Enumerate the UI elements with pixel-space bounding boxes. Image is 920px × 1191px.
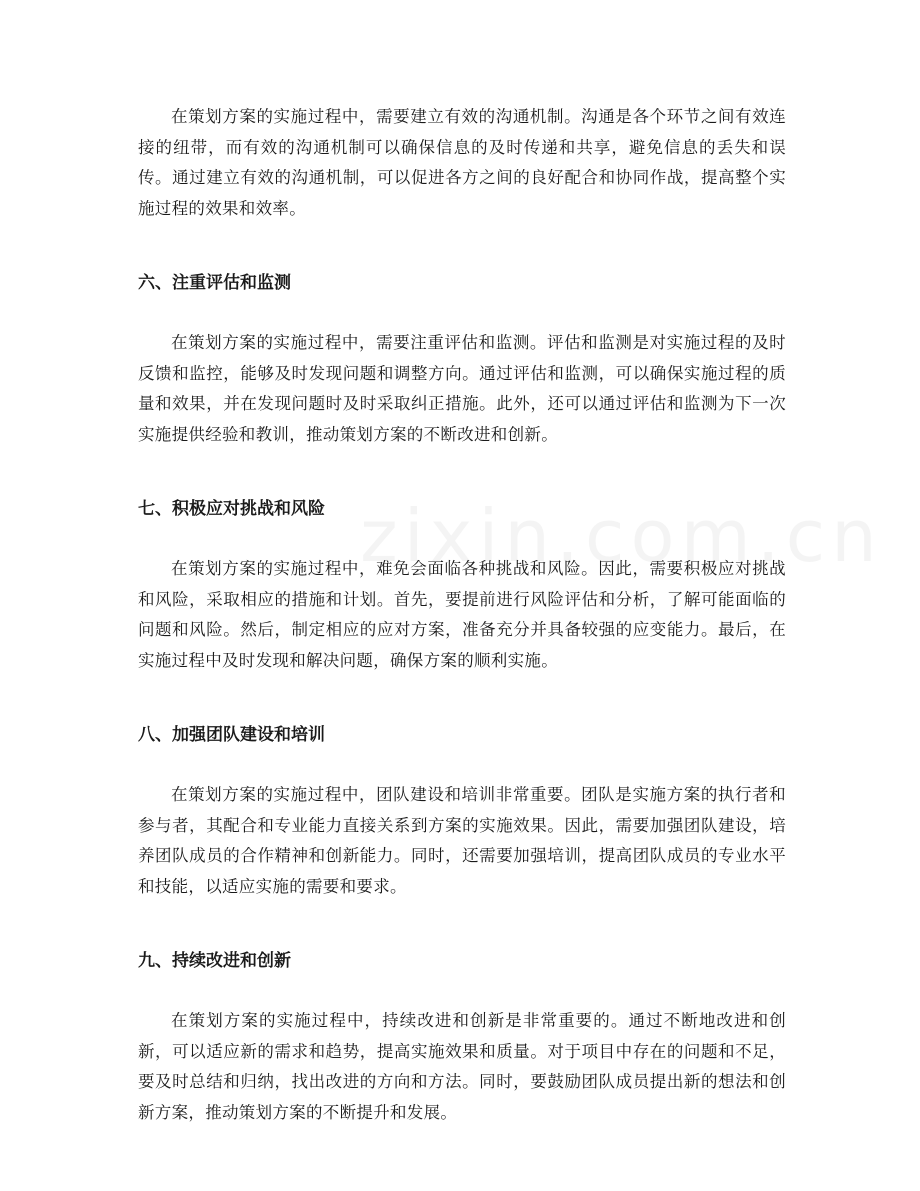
paragraph-risk: 在策划方案的实施过程中，难免会面临各种挑战和风险。因此，需要积极应对挑战和风险，采取相应的措施和计划。首先，要提前进行风险评估和分析，了解可能面临的问题和风险。然后，制定相应的应对方案，准备充分并具备较强的应变能力。最后，在实施过程中及时发现和解决问题，确保方案的顺利实施。 <box>138 559 786 670</box>
paragraph-evaluation: 在策划方案的实施过程中，需要注重评估和监测。评估和监测是对实施过程的及时反馈和监控，能够及时发现问题和调整方向。通过评估和监测，可以确保实施过程的质量和效果，并在发现问题时及时采取纠正措施。此外，还可以通过评估和监测为下一次实施提供经验和教训，推动策划方案的不断改进和创新。 <box>138 333 786 444</box>
paragraph-team: 在策划方案的实施过程中，团队建设和培训非常重要。团队是实施方案的执行者和参与者，其配合和专业能力直接关系到方案的实施效果。因此，需要加强团队建设，培养团队成员的合作精神和创新能力。同时，还需要加强培训，提高团队成员的专业水平和技能，以适应实施的需要和要求。 <box>138 785 786 896</box>
heading-risk: 七、积极应对挑战和风险 <box>138 499 325 519</box>
paragraph-communication: 在策划方案的实施过程中，需要建立有效的沟通机制。沟通是各个环节之间有效连接的纽带，而有效的沟通机制可以确保信息的及时传递和共享，避免信息的丢失和误传。通过建立有效的沟通机制，可以促进各方之间的良好配合和协同作战，提高整个实施过程的效果和效率。 <box>138 107 786 218</box>
heading-improvement: 九、持续改进和创新 <box>138 951 291 971</box>
heading-team: 八、加强团队建设和培训 <box>138 725 325 745</box>
document-page <box>138 102 786 1128</box>
paragraph-improvement: 在策划方案的实施过程中，持续改进和创新是非常重要的。通过不断地改进和创新，可以适应新的需求和趋势，提高实施效果和质量。对于项目中存在的问题和不足，要及时总结和归纳，找出改进的方向和方法。同时，要鼓励团队成员提出新的想法和创新方案，推动策划方案的不断提升和发展。 <box>138 1011 786 1122</box>
heading-evaluation: 六、注重评估和监测 <box>138 273 291 293</box>
